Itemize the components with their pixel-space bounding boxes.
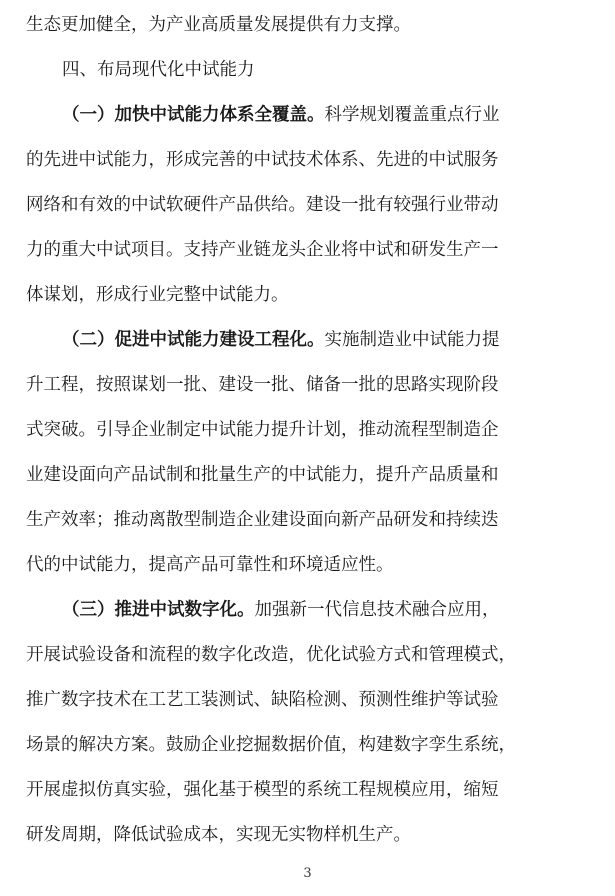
line-text: 的先进中试能力，形成完善的中试技术体系、先进的中试服务 <box>26 150 499 170</box>
line-text: 式突破。引导企业制定中试能力提升计划，推动流程型制造企 <box>26 420 499 440</box>
line-text: 科学规划覆盖重点行业 <box>324 105 500 125</box>
body-line <box>0 284 615 306</box>
subsection-2-lead <box>0 329 615 351</box>
body-line <box>0 644 615 666</box>
line-text: 代的中试能力，提高产品可靠性和环境适应性。 <box>26 555 394 575</box>
line-text: 业建设面向产品试制和批量生产的中试能力，提升产品质量和 <box>26 465 499 485</box>
body-line <box>0 374 615 396</box>
line-text: 升工程，按照谋划一批、建设一批、储备一批的思路实现阶段 <box>26 375 499 395</box>
subsection-3-lead <box>0 599 615 621</box>
subsection-title: （三）推进中试数字化。 <box>62 600 255 620</box>
body-line <box>0 824 615 846</box>
line-text: 生产效率；推动离散型制造企业建设面向新产品研发和持续迭 <box>26 510 499 530</box>
body-line <box>0 779 615 801</box>
line-text: 开展试验设备和流程的数字化改造，优化试验方式和管理模式， <box>26 645 516 665</box>
line-text: 场景的解决方案。鼓励企业挖掘数据价值，构建数字孪生系统， <box>26 735 516 755</box>
body-line <box>0 464 615 486</box>
line-text: 生态更加健全，为产业高质量发展提供有力支撑。 <box>26 15 411 35</box>
body-line <box>0 554 615 576</box>
page-number: 3 <box>303 866 312 881</box>
line-text: 研发周期，降低试验成本，实现无实物样机生产。 <box>26 825 411 845</box>
body-line <box>0 149 615 171</box>
body-line-1 <box>0 14 615 36</box>
section-heading <box>0 59 615 81</box>
line-text: 推广数字技术在工艺工装测试、缺陷检测、预测性维护等试验 <box>26 690 499 710</box>
line-text: 加强新一代信息技术融合应用， <box>254 600 500 620</box>
line-text: 开展虚拟仿真实验，强化基于模型的系统工程规模应用，缩短 <box>26 780 499 800</box>
body-line <box>0 734 615 756</box>
line-text: 力的重大中试项目。支持产业链龙头企业将中试和研发生产一 <box>26 240 499 260</box>
heading-text: 四、布局现代化中试能力 <box>62 60 255 80</box>
body-line <box>0 419 615 441</box>
line-text: 体谋划，形成行业完整中试能力。 <box>26 285 289 305</box>
subsection-title: （二）促进中试能力建设工程化。 <box>62 330 325 350</box>
line-text: 实施制造业中试能力提 <box>324 330 500 350</box>
line-text: 网络和有效的中试软硬件产品供给。建设一批有较强行业带动 <box>26 195 499 215</box>
body-line <box>0 509 615 531</box>
subsection-title: （一）加快中试能力体系全覆盖。 <box>62 105 325 125</box>
body-line <box>0 194 615 216</box>
subsection-1-lead <box>0 104 615 126</box>
body-line <box>0 239 615 261</box>
body-line <box>0 689 615 711</box>
